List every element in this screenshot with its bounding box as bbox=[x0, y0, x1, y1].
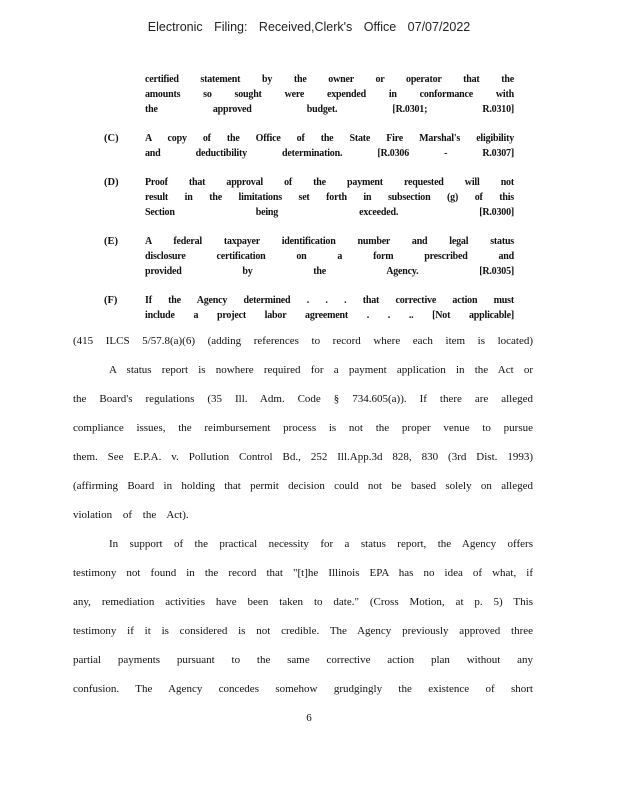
item-letter: (D) bbox=[104, 177, 119, 188]
list-item-c bbox=[104, 131, 514, 161]
item-letter: (C) bbox=[104, 133, 119, 144]
statute-citation: (415 ILCS 5/57.8(a)(6) (adding references to record where each item is located) bbox=[73, 335, 533, 347]
requirements-list bbox=[104, 72, 514, 323]
list-item-d bbox=[104, 175, 514, 220]
paragraph-line: the Board's regulations (35 Ill. Adm. Code § 734.605(a)). If there are alleged bbox=[73, 393, 533, 405]
paragraph-line: partial payments pursuant to the same corrective action plan without any bbox=[73, 654, 533, 666]
paragraph-line: violation of the Act). bbox=[73, 509, 189, 521]
filing-header: Electronic Filing: Received,Clerk's Office 07/07/2022 bbox=[147, 20, 471, 34]
paragraph-line: A status report is nowhere required for a payment application in the Act or bbox=[109, 364, 533, 376]
paragraph-line: any, remediation activities have been taken to date." (Cross Motion, at p. 5) This bbox=[73, 596, 533, 608]
text-line: result in the limitations set forth in subsection (g) of this bbox=[145, 192, 514, 203]
paragraph-line: testimony not found in the record that "[t]he Illinois EPA has no idea of what, if bbox=[73, 567, 533, 579]
page-number: 6 bbox=[306, 712, 312, 724]
item-text bbox=[145, 234, 514, 279]
text-line: include a project labor agreement . . .. [Not applicable] bbox=[145, 310, 514, 321]
item-text bbox=[145, 175, 514, 220]
text-line: and deductibility determination. [R.0306 - R.0307] bbox=[145, 148, 514, 159]
item-letter: (F) bbox=[104, 295, 118, 306]
body-text bbox=[73, 333, 533, 710]
text-line: amounts so sought were expended in conformance with bbox=[145, 89, 514, 100]
text-line: A federal taxpayer identification number and legal status bbox=[145, 236, 514, 247]
paragraph-line: (affirming Board in holding that permit decision could not be based solely on alleged bbox=[73, 480, 533, 492]
text-line: If the Agency determined . . . that corrective action must bbox=[145, 295, 514, 306]
text-line: Proof that approval of the payment requested will not bbox=[145, 177, 514, 188]
paragraph-line: compliance issues, the reimbursement process is not the proper venue to pursue bbox=[73, 422, 533, 434]
continued-item-text bbox=[145, 72, 514, 117]
item-text bbox=[145, 131, 514, 161]
text-line: the approved budget. [R.0301; R.0310] bbox=[145, 104, 514, 115]
paragraph-line: In support of the practical necessity for a status report, the Agency offers bbox=[109, 538, 533, 550]
text-line: Section being exceeded. [R.0300] bbox=[145, 207, 514, 218]
list-item-f bbox=[104, 293, 514, 323]
paragraph-line: confusion. The Agency concedes somehow grudgingly the existence of short bbox=[73, 683, 533, 695]
item-letter: (E) bbox=[104, 236, 118, 247]
item-text bbox=[145, 293, 514, 323]
list-item-e bbox=[104, 234, 514, 279]
paragraph-line: testimony if it is considered is not credible. The Agency previously approved three bbox=[73, 625, 533, 637]
text-line: A copy of the Office of the State Fire Marshal's eligibility bbox=[145, 133, 514, 144]
text-line: certified statement by the owner or operator that the bbox=[145, 74, 514, 85]
text-line: disclosure certification on a form prescribed and bbox=[145, 251, 514, 262]
paragraph-line: them. See E.P.A. v. Pollution Control Bd., 252 Ill.App.3d 828, 830 (3rd Dist. 1993) bbox=[73, 451, 533, 463]
text-line: provided by the Agency. [R.0305] bbox=[145, 266, 514, 277]
